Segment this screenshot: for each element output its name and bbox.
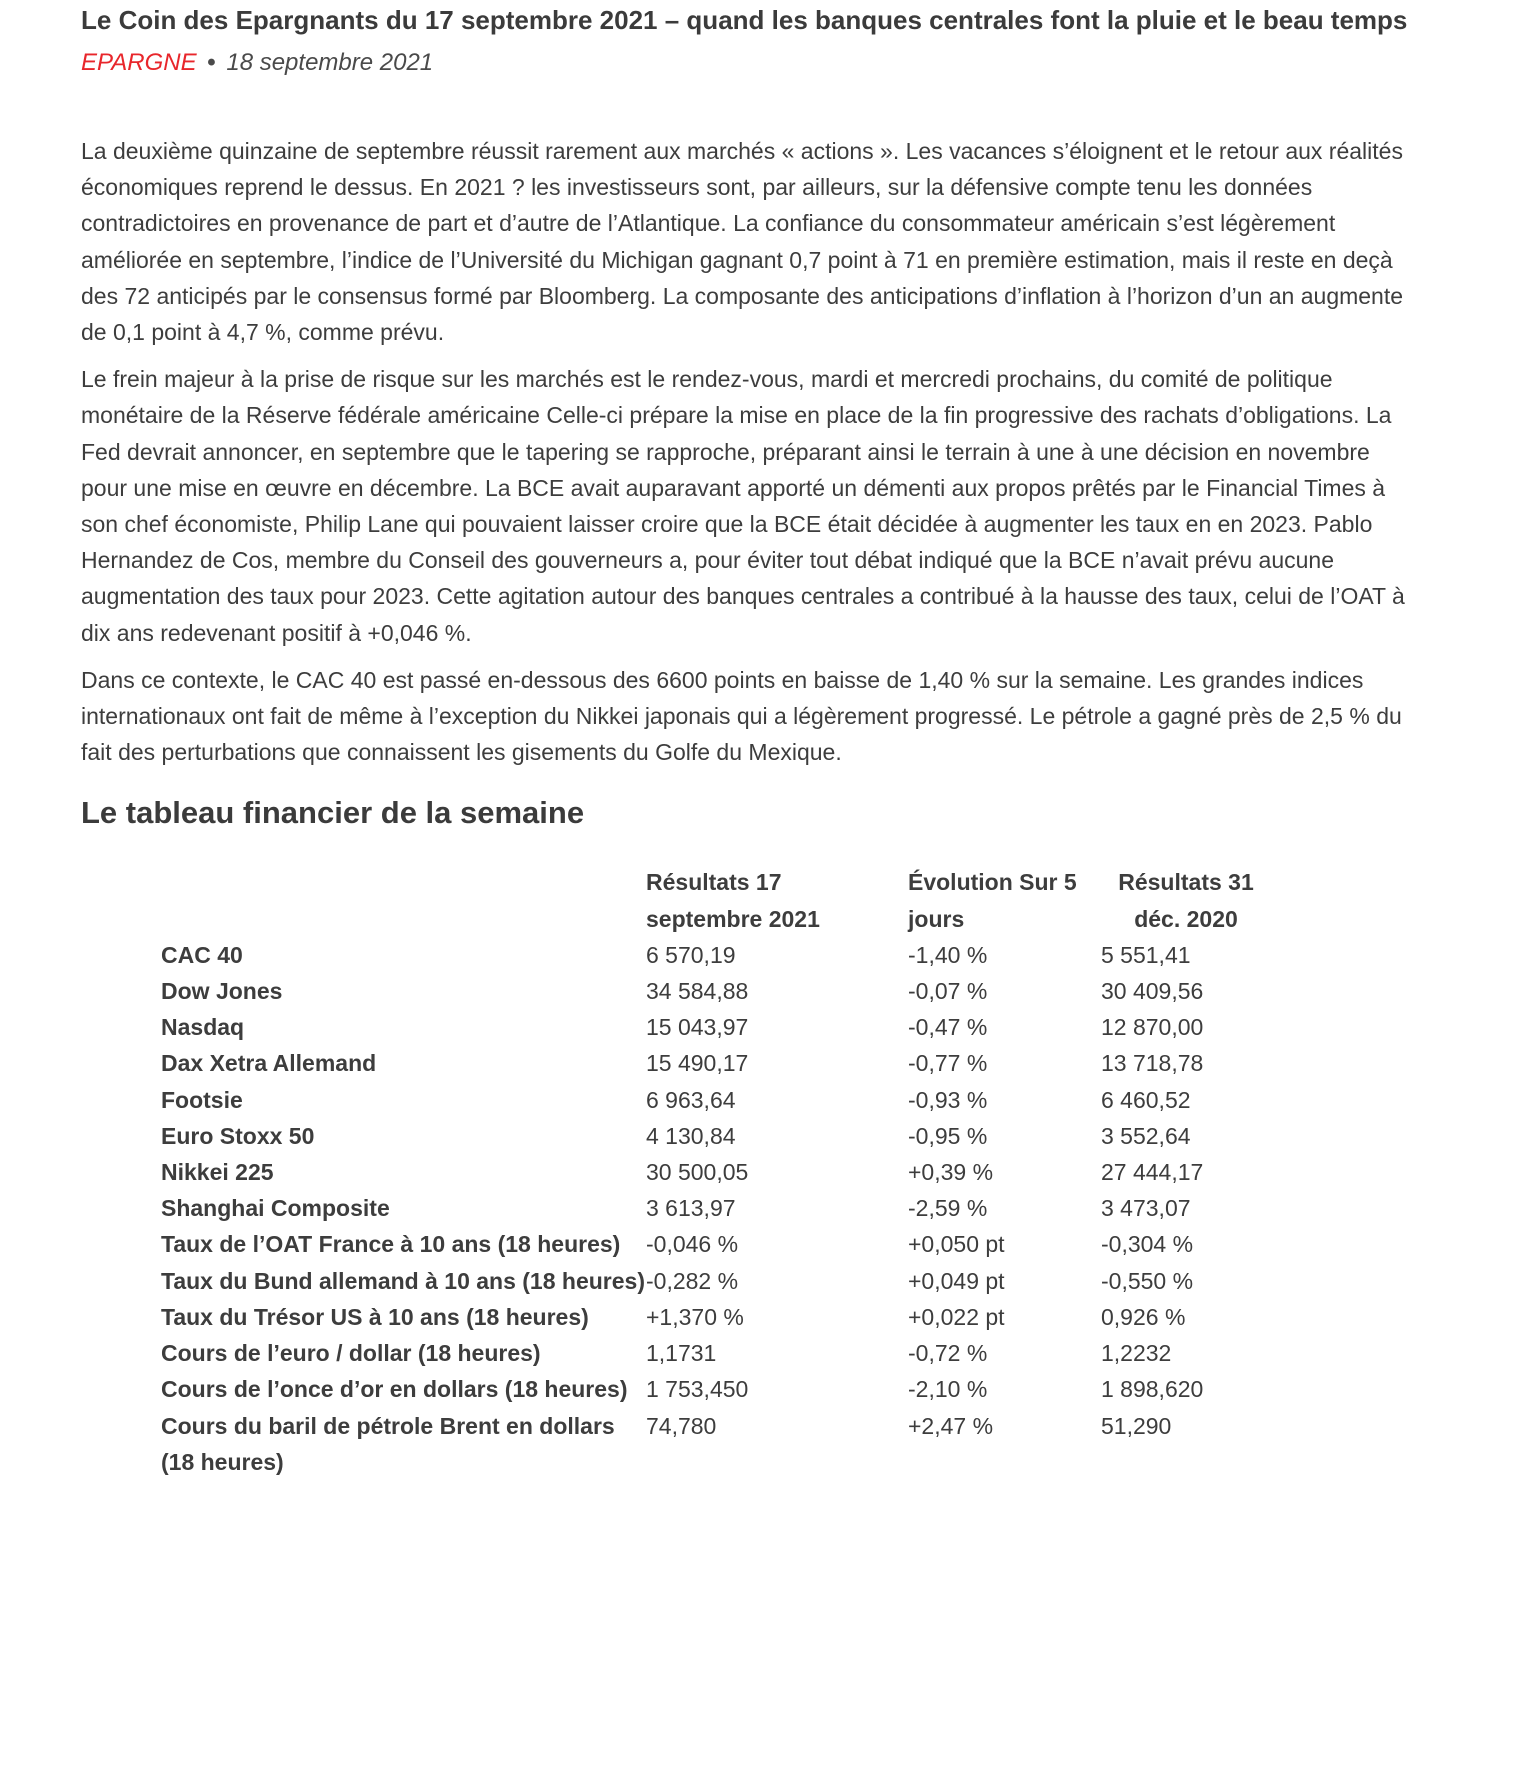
- cell-result-31-dec-2020: 3 473,07: [1101, 1195, 1191, 1222]
- table-row: [161, 1371, 1271, 1407]
- cell-result-17-sept-2021: +1,370 %: [646, 1303, 744, 1330]
- cell-evolution-5-days: +0,050 pt: [908, 1231, 1005, 1258]
- cell-result-31-dec-2020: 13 718,78: [1101, 1050, 1204, 1077]
- cell-evolution-5-days: -1,40 %: [908, 941, 988, 968]
- table-row: [161, 1263, 1271, 1299]
- cell-result-17-sept-2021: -0,046 %: [646, 1231, 739, 1258]
- row-label: Taux du Trésor US à 10 ans (18 heures): [161, 1303, 589, 1330]
- header-label: [161, 864, 646, 936]
- cell-evolution-5-days: -0,72 %: [908, 1340, 988, 1367]
- article-body: [81, 133, 1405, 770]
- article-title: Le Coin des Epargnants du 17 septembre 2021 – quand les banques centrales font la pluie et le beau temps: [81, 5, 1408, 35]
- row-label: Cours de l’once d’or en dollars (18 heures): [161, 1376, 628, 1403]
- cell-evolution-5-days: -2,10 %: [908, 1376, 988, 1403]
- financial-table: [161, 864, 1271, 1479]
- table-row: [161, 1118, 1271, 1154]
- cell-result-31-dec-2020: 6 460,52: [1101, 1086, 1191, 1113]
- cell-result-17-sept-2021: 30 500,05: [646, 1159, 749, 1186]
- cell-result-31-dec-2020: 5 551,41: [1101, 941, 1191, 968]
- row-label: Nasdaq: [161, 1014, 245, 1041]
- table-header-row: [161, 864, 1271, 936]
- cell-result-31-dec-2020: 1 898,620: [1101, 1376, 1204, 1403]
- cell-evolution-5-days: -0,07 %: [908, 978, 988, 1005]
- category-link[interactable]: EPARGNE: [81, 49, 197, 76]
- cell-result-17-sept-2021: 6 570,19: [646, 941, 736, 968]
- cell-result-17-sept-2021: 4 130,84: [646, 1122, 736, 1149]
- cell-result-31-dec-2020: 1,2232: [1101, 1340, 1172, 1367]
- publish-date: 18 septembre 2021: [226, 49, 434, 76]
- cell-evolution-5-days: +0,39 %: [908, 1159, 994, 1186]
- cell-result-17-sept-2021: 1,1731: [646, 1340, 717, 1367]
- table-row: [161, 1408, 1271, 1480]
- row-label: CAC 40: [161, 941, 243, 968]
- table-row: [161, 1226, 1271, 1262]
- cell-result-17-sept-2021: 3 613,97: [646, 1195, 736, 1222]
- cell-result-17-sept-2021: 1 753,450: [646, 1376, 749, 1403]
- cell-result-17-sept-2021: 15 490,17: [646, 1050, 749, 1077]
- table-body: [161, 937, 1271, 1480]
- cell-result-17-sept-2021: 6 963,64: [646, 1086, 736, 1113]
- cell-result-31-dec-2020: -0,304 %: [1101, 1231, 1194, 1258]
- row-label: Taux de l’OAT France à 10 ans (18 heures): [161, 1231, 621, 1258]
- cell-result-31-dec-2020: 0,926 %: [1101, 1303, 1186, 1330]
- cell-result-17-sept-2021: 34 584,88: [646, 978, 749, 1005]
- cell-evolution-5-days: +0,049 pt: [908, 1267, 1005, 1294]
- row-label: Footsie: [161, 1086, 243, 1113]
- row-label: Dax Xetra Allemand: [161, 1050, 377, 1077]
- cell-result-31-dec-2020: 51,290: [1101, 1412, 1172, 1439]
- paragraph: La deuxième quinzaine de septembre réussit rarement aux marchés « actions ». Les vacances s’éloignent et le retour aux réalités économiques reprend le dessus. En 2021 ? les investisseurs sont, par ailleurs, sur la défensive compte tenu les données contradictoires en provenance de part et d’autre de l’Atlantique. La confiance du consommateur américain s’est légèrement améliorée en septembre, l’indice de l’Université du Michigan gagnant 0,7 point à 71 en première estimation, mais il reste en deçà des 72 anticipés par le consensus formé par Bloomberg. La composante des anticipations d’inflation à l’horizon d’un an augmente de 0,1 point à 4,7 %, comme prévu.: [81, 138, 1404, 346]
- meta-separator: •: [207, 49, 216, 76]
- cell-evolution-5-days: +0,022 pt: [908, 1303, 1005, 1330]
- table-row: [161, 1154, 1271, 1190]
- cell-result-31-dec-2020: -0,550 %: [1101, 1267, 1194, 1294]
- cell-evolution-5-days: -0,77 %: [908, 1050, 988, 1077]
- cell-result-31-dec-2020: 3 552,64: [1101, 1122, 1191, 1149]
- article-meta: [81, 49, 1401, 77]
- row-label: Cours du baril de pétrole Brent en dollars (18 heures): [161, 1412, 615, 1475]
- row-label: Cours de l’euro / dollar (18 heures): [161, 1340, 541, 1367]
- table-row: [161, 1335, 1271, 1371]
- cell-result-31-dec-2020: 27 444,17: [1101, 1159, 1204, 1186]
- table-row: [161, 937, 1271, 973]
- row-label: Dow Jones: [161, 978, 283, 1005]
- cell-evolution-5-days: -2,59 %: [908, 1195, 988, 1222]
- header-result-31-dec-2020: Résultats 31 déc. 2020: [1118, 869, 1254, 932]
- table-row: [161, 1009, 1271, 1045]
- table-row: [161, 1299, 1271, 1335]
- paragraph: Le frein majeur à la prise de risque sur les marchés est le rendez-vous, mardi et mercredi prochains, du comité de politique monétaire de la Réserve fédérale américaine Celle-ci prépare la mise en place de la fin progressive des rachats d’obligations. La Fed devrait annoncer, en septembre que le tapering se rapproche, préparant ainsi le terrain à une à une décision en novembre pour une mise en œuvre en décembre. La BCE avait auparavant apporté un démenti aux propos prêtés par le Financial Times à son chef économiste, Philip Lane qui pouvaient laisser croire que la BCE était décidée à augmenter les taux en en 2023. Pablo Hernandez de Cos, membre du Conseil des gouverneurs a, pour éviter tout débat indiqué que la BCE n’avait prévu aucune augmentation des taux pour 2023. Cette agitation autour des banques centrales a contribué à la hausse des taux, celui de l’OAT à dix ans redevenant positif à +0,046 %.: [81, 366, 1405, 646]
- cell-result-17-sept-2021: 74,780: [646, 1412, 717, 1439]
- row-label: Euro Stoxx 50: [161, 1122, 315, 1149]
- table-row: [161, 1082, 1271, 1118]
- row-label: Nikkei 225: [161, 1159, 274, 1186]
- row-label: Taux du Bund allemand à 10 ans (18 heures): [161, 1267, 645, 1294]
- cell-evolution-5-days: -0,47 %: [908, 1014, 988, 1041]
- header-result-17-sept-2021: Résultats 17 septembre 2021: [646, 869, 820, 932]
- cell-result-31-dec-2020: 12 870,00: [1101, 1014, 1204, 1041]
- table-row: [161, 1190, 1271, 1226]
- row-label: Shanghai Composite: [161, 1195, 390, 1222]
- section-title: Le tableau financier de la semaine: [81, 795, 585, 831]
- header-evolution-5-days: Évolution Sur 5 jours: [908, 869, 1077, 932]
- article: [81, 0, 1408, 1480]
- table-row: [161, 1045, 1271, 1081]
- cell-evolution-5-days: -0,95 %: [908, 1122, 988, 1149]
- cell-evolution-5-days: -0,93 %: [908, 1086, 988, 1113]
- cell-evolution-5-days: +2,47 %: [908, 1412, 994, 1439]
- table-row: [161, 973, 1271, 1009]
- paragraph: Dans ce contexte, le CAC 40 est passé en-dessous des 6600 points en baisse de 1,40 % sur la semaine. Les grandes indices internationaux ont fait de même à l’exception du Nikkei japonais qui a légèrement progressé. Le pétrole a gagné près de 2,5 % du fait des perturbations que connaissent les gisements du Golfe du Mexique.: [81, 666, 1402, 766]
- cell-result-31-dec-2020: 30 409,56: [1101, 978, 1204, 1005]
- cell-result-17-sept-2021: 15 043,97: [646, 1014, 749, 1041]
- cell-result-17-sept-2021: -0,282 %: [646, 1267, 739, 1294]
